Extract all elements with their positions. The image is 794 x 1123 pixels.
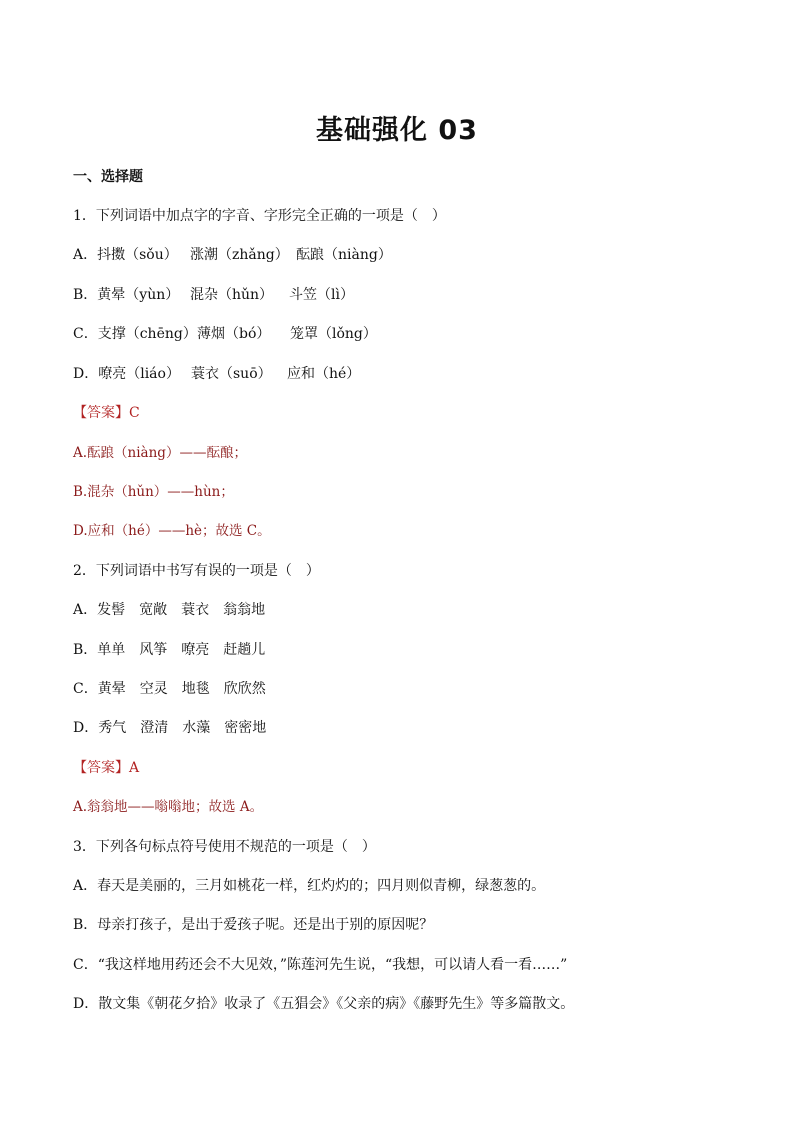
question-1-explanation-a: A.酝踉（niàng）——酝酿； bbox=[73, 445, 247, 461]
option-word: A．抖擞（sǒu） bbox=[73, 247, 178, 263]
question-3-stem: 3．下列各句标点符号使用不规范的一项是（ ） bbox=[73, 839, 376, 855]
option-word: 涨潮（zhǎng） bbox=[190, 247, 289, 263]
option-word: 笼罩（lǒng） bbox=[290, 326, 377, 342]
question-1-option-a bbox=[73, 246, 754, 264]
question-2-option-a: A．发髻 宽敞 蓑衣 翁翁地 bbox=[73, 602, 266, 618]
question-1-option-c bbox=[73, 325, 754, 343]
question-1-option-b bbox=[73, 286, 754, 304]
question-2-option-b: B．单单 风筝 嘹亮 赶趟儿 bbox=[73, 642, 266, 658]
option-word: 酝踉（niàng） bbox=[296, 247, 392, 263]
question-2-answer: 【答案】A bbox=[73, 760, 140, 776]
question-2-option-d: D．秀气 澄清 水藻 密密地 bbox=[73, 720, 267, 736]
question-2-stem: 2．下列词语中书写有误的一项是（ ） bbox=[73, 563, 320, 579]
option-word: C．支撑（chēng） bbox=[73, 326, 197, 342]
question-1-explanation-b: B.混杂（hǔn）——hùn； bbox=[73, 484, 234, 500]
option-word: 斗笠（lì） bbox=[289, 287, 354, 303]
option-word: D．嘹亮（liáo） bbox=[73, 366, 180, 382]
question-1-stem: 1．下列词语中加点字的字音、字形完全正确的一项是（ ） bbox=[73, 208, 446, 224]
question-3-option-d: D．散文集《朝花夕拾》收录了《五猖会》《父亲的病》《藤野先生》等多篇散文。 bbox=[73, 996, 575, 1012]
option-word: 薄烟（bó） bbox=[197, 326, 271, 342]
question-3-option-c: C．“我这样地用药还会不大见效，”陈莲河先生说，“我想，可以请人看一看……” bbox=[73, 957, 568, 973]
option-word: 应和（hé） bbox=[287, 366, 361, 382]
option-word: B．黄晕（yùn） bbox=[73, 287, 180, 303]
question-1-answer: 【答案】C bbox=[73, 405, 140, 421]
question-1-option-d bbox=[73, 365, 754, 383]
section-heading: 一、选择题 bbox=[73, 169, 143, 185]
option-word: 混杂（hǔn） bbox=[190, 287, 274, 303]
option-word: 蓑衣（suō） bbox=[191, 366, 272, 382]
question-1-explanation-d: D.应和（hé）——hè；故选 C。 bbox=[73, 523, 271, 539]
question-3-option-a: A．春天是美丽的，三月如桃花一样，红灼灼的；四月则似青柳，绿葱葱的。 bbox=[73, 878, 546, 894]
page-title: 基础强化 03 bbox=[316, 115, 478, 146]
question-3-option-b: B．母亲打孩子，是出于爱孩子呢。还是出于别的原因呢？ bbox=[73, 917, 434, 933]
question-2-option-c: C．黄晕 空灵 地毯 欣欣然 bbox=[73, 681, 266, 697]
question-2-explanation: A.翁翁地——嗡嗡地；故选 A。 bbox=[73, 799, 264, 815]
